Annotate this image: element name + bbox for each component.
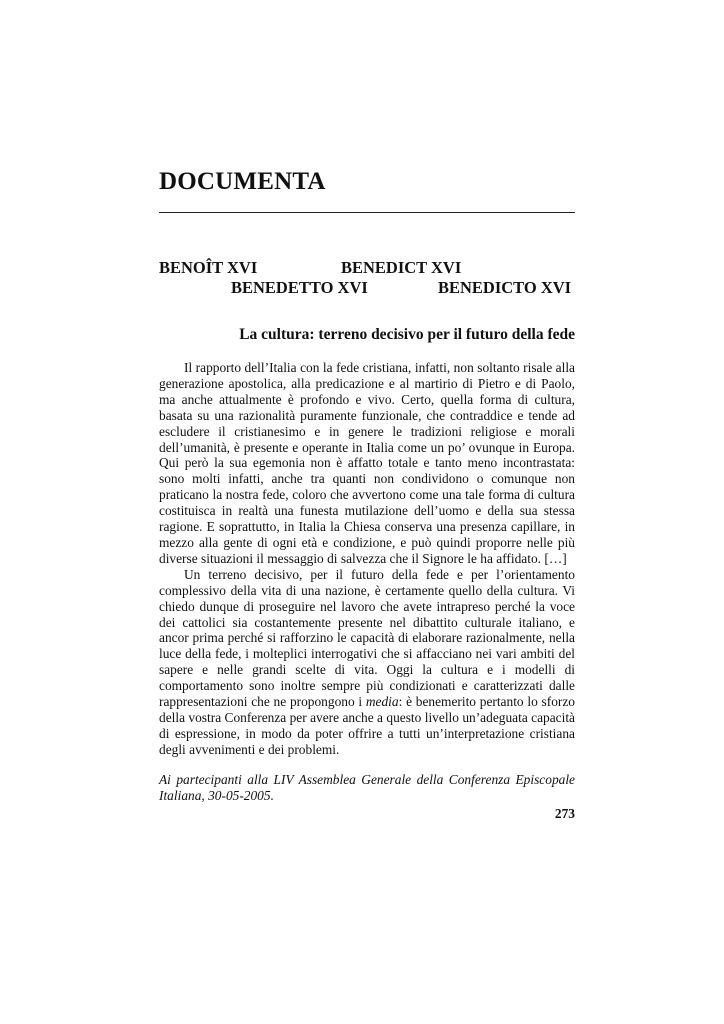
paragraph-2-italic-term: media	[365, 694, 399, 710]
article-title: La cultura: terreno decisivo per il futuro della fede	[239, 326, 575, 343]
paragraph-2-text-b: : è benemerito pertanto lo sforzo della vostra Conferenza per avere anche a questo livello un’adeguata capacità di espressione, in modo da poter offrire a tutti un’interpretazione cristiana degli avvenimenti e dei problemi.	[159, 694, 575, 757]
author-name-french: BENOÎT XVI	[159, 258, 258, 277]
author-name-italian: BENEDETTO XVI	[231, 278, 368, 297]
page-number: 273	[554, 806, 575, 821]
paragraph-2	[159, 567, 575, 758]
paragraph-1: Il rapporto dell’Italia con la fede cristiana, infatti, non soltanto risale alla generazione apostolica, alla predicazione e al martirio di Pietro e di Paolo, ma anche attualmente è profondo e vivo. Certo, quella forma di cultura, basata su una razionalità puramente funzionale, che contraddice e tende ad escludere il cristianesimo e in genere le tradizioni religiose e morali dell’umanità, è presente e operante in Italia come un po’ ovunque in Europa. Qui però la sua egemonia non è affatto totale e tanto meno incontrastata: sono molti infatti, anche tra quanti non condividono o comunque non praticano la nostra fede, coloro che avvertono come una tale forma di cultura costituisca in realtà una funesta mutilazione dell’uomo e della sua stessa ragione. E soprattutto, in Italia la Chiesa conserva una presenza capillare, in mezzo alla gente di ogni età e condizione, e può quindi proporre nelle più diverse situazioni il messaggio di salvezza che il Signore le ha affidato. […]	[159, 360, 575, 566]
paragraph-2-text-a: Un terreno decisivo, per il futuro della fede e per l’orientamento complessivo della vita di una nazione, è certamente quello della cultura. Vi chiedo dunque di proseguire nel lavoro che avete intrapreso perché la voce dei cattolici sia costantemente presente nel dibattito culturale italiano, e ancor prima perché si rafforzino le capacità di elaborare razionalmente, nella luce della fede, i molteplici interrogativi che si affacciano nei vari ambiti del sapere e nelle grandi scelte di vita. Oggi la cultura e i modelli di comportamento sono inoltre sempre più condizionati e caratterizzati dalle rappresentazioni che ne propongono i	[159, 566, 575, 710]
title-divider	[159, 212, 575, 213]
section-title: DOCUMENTA	[159, 168, 326, 195]
author-name-english: BENEDICT XVI	[341, 258, 462, 277]
source-citation: Ai partecipanti alla LIV Assemblea Generale della Conferenza Episcopale Italiana, 30-05-2005.	[159, 772, 575, 803]
author-name-spanish: BENEDICTO XVI	[438, 278, 572, 297]
article-body	[159, 360, 575, 758]
